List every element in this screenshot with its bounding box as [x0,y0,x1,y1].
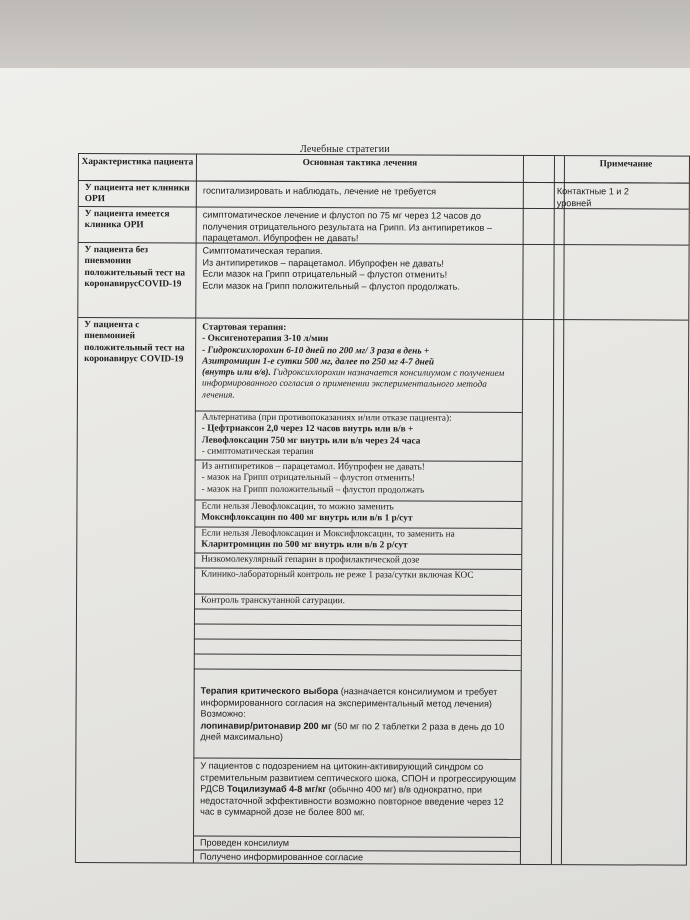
clarithromycin-block: Если нельзя Левофлоксацин и Моксифлоксацин, то заменить на Кларитромицин по 500 мг внутрь или в/в 2 р/сут [201,528,455,551]
header-patient: Характеристика пациента [81,157,194,168]
header-treatment: Основная тактика лечения [302,157,418,169]
row-label: У пациента без пневмонии положительный тест на коронавирусCOVID-19 [84,245,186,290]
saturation-line: Контроль транскутанной сатурации. [201,595,346,607]
antipyretic-block: Из антипиретиков – парацетамол. Ибупрофен не давать! - мазок на Грипп отрицательный – флустоп отменить! - мазок на Грипп положительный – флустоп продолжать [201,461,425,496]
row-treatment-lines: Симптоматическая терапия. Из антипиретиков – парацетамол. Ибупрофен не давать! Если мазок на Грипп отрицательный – флустоп отменить! Если мазок на Грипп положительный – флустоп продолжать. [202,245,460,292]
row-label: У пациента имеется клиника ОРИ [84,209,170,231]
consilium-line: Проведен консилиум [199,837,290,848]
moxifloxacin-block: Если нельзя Левофлоксацин, то можно заменить Моксифлоксацин по 400 мг внутрь или в/в 1 р/сут [201,501,413,524]
column-divider [193,155,197,863]
row-label: У пациента с пневмонией положительный тест на коронавирус COVID-19 [84,320,185,365]
tocilizumab-block: У пациентов с подозрением на цитокин-активирующий синдром со стремительным развитием септического шока, СПОН и прогрессирующим РДСВ Тоцилизумаб 4-8 мг/кг (обычно 400 мг) в/в однократно, при недостаточной эффективности возможно повторное введение через 12 час в суммарной дозе не более 800 мг. [200,760,517,818]
row-treatment: симптоматическое лечение и флустоп по 75 мг через 12 часов до получения отрицательного результата на Грипп. Из антипиретиков – парацетамол. Ибупрофен не давать! [202,209,493,244]
row-treatment: госпитализировать и наблюдать, лечение не требуется [202,185,437,197]
heparin-line: Низкомолекулярный гепарин в профилактической дозе [201,554,420,566]
background-surface [0,0,690,70]
header-note: Примечание [599,159,653,170]
column-divider [551,156,555,864]
document-title: Лечебные стратегии [300,144,390,155]
critical-therapy-block: Терапия критического выбора (назначается консилиумом и требует информированного согласия на экспериментальный метод лечения) Возможно: лопинавир/ритонавир 200 мг (50 мг по 2 таблетки 2 раза в день до 10 дней максимально) [200,685,505,743]
treatment-table [75,153,690,866]
lab-control-line: Клинико-лабораторный контроль не реже 1 раза/сутки включая КОС [201,569,474,581]
column-divider [561,156,565,864]
consent-line: Получено информированное согласие [199,851,364,863]
start-therapy-block: Стартовая терапия: - Оксигенотерапия 3-10 л/мин - Гидроксихлорохин 6-10 дней по 200 мг/ 3 раза в день + Азитромицин 1-е сутки 500 мг, далее по 250 мг 4-7 дней (внутрь или в/в). Гидроксихлорохин назначается консилиумом с получением информированного согласия о применении экспериментального метода лечения. [201,322,505,401]
alternative-block: Альтернатива (при противопоказаниях и/или отказе пациента): - Цефтриаксон 2,0 через 12 часов внутрь или в/в + Левофлоксацин 750 мг внутрь или в/в через 24 часа - симптоматическая терапия [201,412,452,457]
row-note: Контактные 1 и 2 уровней [556,186,630,208]
row-label: У пациента нет клиники ОРИ [84,183,190,205]
